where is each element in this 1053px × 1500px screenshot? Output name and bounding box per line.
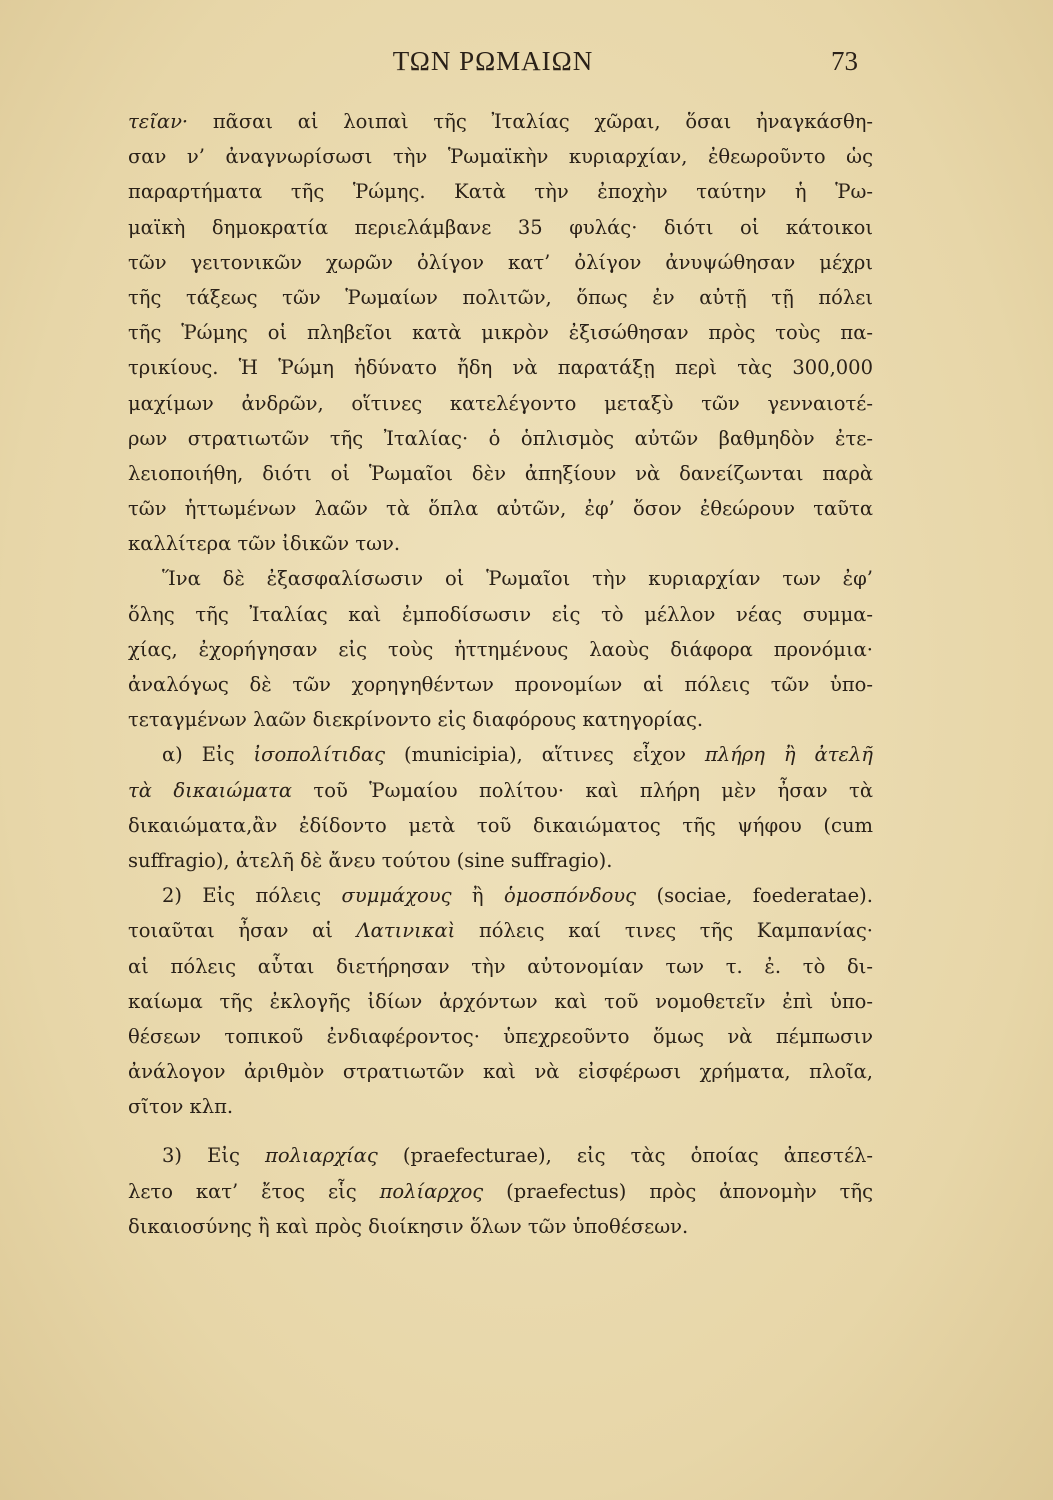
text-line: χίας, ἐχορήγησαν εἰς τοὺς ἡττημένους λαοὺς διάφορα προνόμια· [128,637,873,661]
text-span: (sociae, foederatae). [636,884,873,908]
text-line: καίωμα τῆς ἐκλογῆς ἰδίων ἀρχόντων καὶ τοῦ νομοθετεῖν ἐπὶ ὑπο- [128,989,873,1013]
text-line [128,1138,873,1173]
text-line [128,737,873,772]
italic-term: ἰσοπολίτιδας [253,743,386,767]
running-title: ΤΩΝ ΡΩΜΑΙΩΝ [392,46,594,76]
text-span: τοιαῦται ἦσαν αἱ [128,919,357,943]
text-line: τῶν γειτονικῶν χωρῶν ὀλίγον κατ’ ὀλίγον ἀνυψώθησαν μέχρι [128,250,873,274]
italic-term: πολιαρχίας [265,1144,378,1168]
body-text [128,104,873,1244]
text-span: α) Εἰς [162,743,254,767]
text-line: τῆς τάξεως τῶν Ῥωμαίων πολιτῶν, ὅπως ἐν αὐτῇ τῇ πόλει [128,285,873,309]
text-line: αἱ πόλεις αὗται διετήρησαν τὴν αὐτονομίαν των τ. ἐ. τὸ δι- [128,954,873,978]
italic-term: πολίαρχος [379,1179,484,1203]
text-line: θέσεων τοπικοῦ ἐνδιαφέροντος· ὑπεχρεοῦντο ὅμως νὰ πέμπωσιν [128,1024,873,1048]
text-line: δικαιοσύνης ἢ καὶ πρὸς διοίκησιν ὅλων τῶν ὑποθέσεων. [128,1214,689,1238]
text-span: πᾶσαι αἱ λοιπαὶ τῆς Ἰταλίας χῶραι, ὅσαι ἠναγκάσθη- [188,110,873,133]
text-line: τῆς Ῥώμης οἱ πληβεῖοι κατὰ μικρὸν ἐξισώθησαν πρὸς τοὺς πα- [128,321,873,345]
text-span: 2) Εἰς πόλεις [162,884,342,908]
text-line: παραρτήματα τῆς Ῥώμης. Κατὰ τὴν ἐποχὴν ταύτην ἡ Ῥω- [128,180,873,204]
text-line: μαχίμων ἀνδρῶν, οἵτινες κατελέγοντο μεταξὺ τῶν γενναιοτέ- [128,391,873,415]
italic-term: πλήρη ἢ ἀτελῆ [704,743,873,767]
text-line: δικαιώματα,ἂν ἐδίδοντο μετὰ τοῦ δικαιώματος τῆς ψήφου (cum [128,813,873,837]
text-line: ὅλης τῆς Ἰταλίας καὶ ἐμποδίσωσιν εἰς τὸ μέλλον νέας συμμα- [128,602,873,626]
text-span: (praefecturae), εἰς τὰς ὁποίας ἀπεστέλ- [377,1144,873,1168]
text-line: ἀναλόγως δὲ τῶν χορηγηθέντων προνομίων αἱ πόλεις τῶν ὑπο- [128,673,873,696]
text-line: suffragio), ἀτελῆ δὲ ἄνευ τούτου (sine suffragio). [128,848,613,872]
text-line: καλλίτερα τῶν ἰδικῶν των. [128,532,401,556]
text-line: ρων στρατιωτῶν τῆς Ἰταλίας· ὁ ὁπλισμὸς αὐτῶν βαθμηδὸν ἐτε- [128,426,873,450]
text-line: τῶν ἡττωμένων λαῶν τὰ ὅπλα αὐτῶν, ἐφ’ ὅσον ἐθεώρουν ταῦτα [128,497,873,521]
text-line [128,913,873,948]
text-line: ἀνάλογον ἀριθμὸν στρατιωτῶν καὶ νὰ εἰσφέρωσι χρήματα, πλοῖα, [128,1060,873,1084]
page-header [128,46,858,86]
italic-word: τεῖαν· [128,110,189,133]
text-line: τεταγμένων λαῶν διεκρίνοντο εἰς διαφόρους κατηγορίας. [128,708,704,732]
text-span: ἢ [451,884,504,908]
text-line: σῖτον κλπ. [128,1095,234,1119]
text-span: λετο κατ’ ἔτος εἷς [128,1179,380,1203]
italic-term: συμμάχους [341,884,452,908]
text-line [128,1174,873,1209]
text-line [128,878,873,913]
text-span: (praefectus) πρὸς ἀπονομὴν τῆς [483,1179,873,1203]
text-span: (municipia), αἵτινες εἶχον [385,743,705,767]
text-line: σαν ν’ ἀναγνωρίσωσι τὴν Ῥωμαϊκὴν κυριαρχίαν, ἐθεωροῦντο ὡς [128,145,873,169]
italic-term: τὰ δικαιώματα [128,778,293,802]
text-line: λειοποιήθη, διότι οἱ Ῥωμαῖοι δὲν ἀπηξίουν νὰ δανείζωνται παρὰ [128,461,873,485]
page-number: 73 [831,46,858,76]
italic-term: ὁμοσπόνδους [503,884,637,908]
italic-term: Λατινικαὶ [356,919,456,943]
text-line [128,773,873,808]
text-line: μαϊκὴ δημοκρατία περιελάμβανε 35 φυλάς· διότι οἱ κάτοικοι [128,215,873,239]
text-span: τοῦ Ῥωμαίου πολίτου· καὶ πλήρη μὲν ἦσαν τὰ [292,778,873,802]
text-line: Ἵνα δὲ ἐξασφαλίσωσιν οἱ Ῥωμαῖοι τὴν κυριαρχίαν των ἐφ’ [162,567,873,591]
text-span: 3) Εἰς [162,1144,266,1168]
paragraph-gap [128,1124,873,1138]
text-span: πόλεις καί τινες τῆς Καμπανίας· [455,919,873,943]
text-line [128,104,873,139]
text-line: τρικίους. Ἡ Ῥώμη ἠδύνατο ἤδη νὰ παρατάξῃ περὶ τὰς 300,000 [128,356,873,380]
